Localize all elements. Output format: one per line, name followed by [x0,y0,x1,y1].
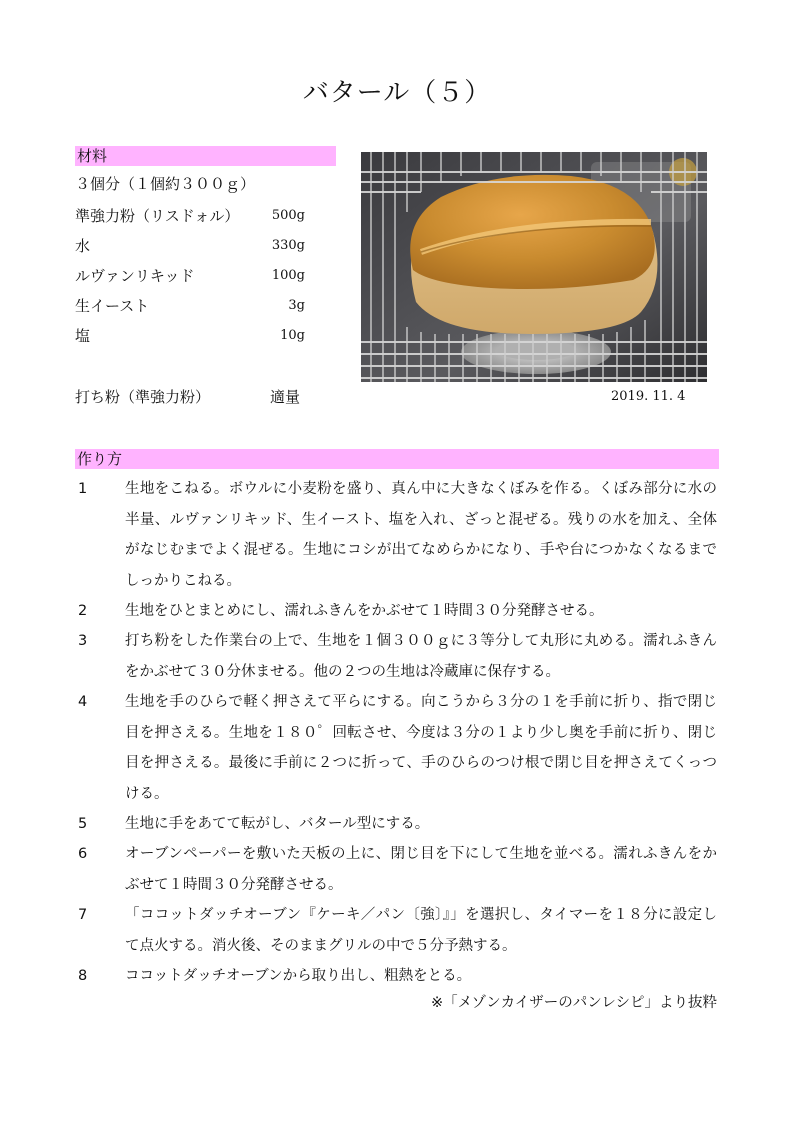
photo-date: 2019. 11. 4 [611,389,686,404]
method-heading: 作り方 [75,449,719,469]
step-number: 4 [78,694,88,710]
step-number: 1 [78,481,88,497]
method-step [75,596,717,627]
method-step [75,839,717,900]
materials-heading: 材料 [75,146,336,166]
method-step [75,961,717,992]
ingredient-amount: 100g [271,268,305,283]
method-step [75,474,717,596]
step-text: オーブンペーパーを敷いた天板の上に、閉じ目を下にして生地を並べる。濡れふきんをかぶせて１時間３０分発酵させる。 [125,846,717,893]
method-step [75,809,717,840]
method-step [75,900,717,961]
ingredient-row [75,295,305,317]
step-number: 2 [78,603,88,619]
ingredient-row [75,265,305,287]
step-number: 6 [78,846,88,862]
ingredient-row [75,325,305,347]
method-step [75,626,717,687]
ingredient-name: 生イースト [75,297,150,315]
ingredient-amount: 330g [271,238,305,253]
step-text: 生地に手をあてて転がし、バタール型にする。 [125,816,430,832]
step-number: 3 [78,633,88,649]
ingredient-row [75,235,305,257]
method-step [75,687,717,809]
ingredient-amount: 10g [280,328,305,343]
step-number: 7 [78,907,88,923]
ingredient-name: 水 [75,237,91,255]
step-text: 「ココットダッチオーブン『ケーキ／パン〔強〕』」を選択し、タイマーを１８分に設定して点火する。消火後、そのままグリルの中で５分予熱する。 [125,907,717,954]
step-text: 生地を手のひらで軽く押さえて平らにする。向こうから３分の１を手前に折り、指で閉じ目を押さえる。生地を１８０゜回転させ、今度は３分の１より少し奥を手前に折り、閉じ目を押さえる。最後に手前に２つに折って、手のひらのつけ根で閉じ目を押さえてくっつける。 [125,694,717,802]
step-text: 打ち粉をした作業台の上で、生地を１個３００ｇに３等分して丸形に丸める。濡れふきんをかぶせて３０分休ませる。他の２つの生地は冷蔵庫に保存する。 [125,633,717,680]
step-number: 5 [78,816,88,832]
ingredient-name: 準強力粉（リスドォル） [75,207,240,225]
ingredient-amount: 3g [288,298,305,313]
step-number: 8 [78,968,88,984]
servings-text: ３個分（１個約３００ｇ） [75,175,256,193]
dusting-flour-row [75,386,305,408]
ingredient-name: 打ち粉（準強力粉） [75,388,211,406]
ingredient-amount: 500g [271,208,305,223]
step-text: 生地をひとまとめにし、濡れふきんをかぶせて１時間３０分発酵させる。 [125,603,604,619]
bread-photo [361,152,707,382]
ingredient-name: 塩 [75,327,91,345]
ingredient-row [75,205,305,227]
ingredient-amount: 適量 [270,388,301,406]
ingredient-name: ルヴァンリキッド [75,267,195,285]
page-title: バタール（５） [302,78,492,108]
step-text: ココットダッチオーブンから取り出し、粗熱をとる。 [125,968,472,984]
step-text: 生地をこねる。ボウルに小麦粉を盛り、真ん中に大きなくぼみを作る。くぼみ部分に水の半量、ルヴァンリキッド、生イースト、塩を入れ、ざっと混ぜる。残りの水を加え、全体がなじむまでよく混ぜる。生地にコシが出てなめらかになり、手や台につかなくなるまでしっかりこねる。 [125,481,717,589]
source-note: ※「メゾンカイザーのパンレシピ」より抜粋 [430,995,717,1011]
